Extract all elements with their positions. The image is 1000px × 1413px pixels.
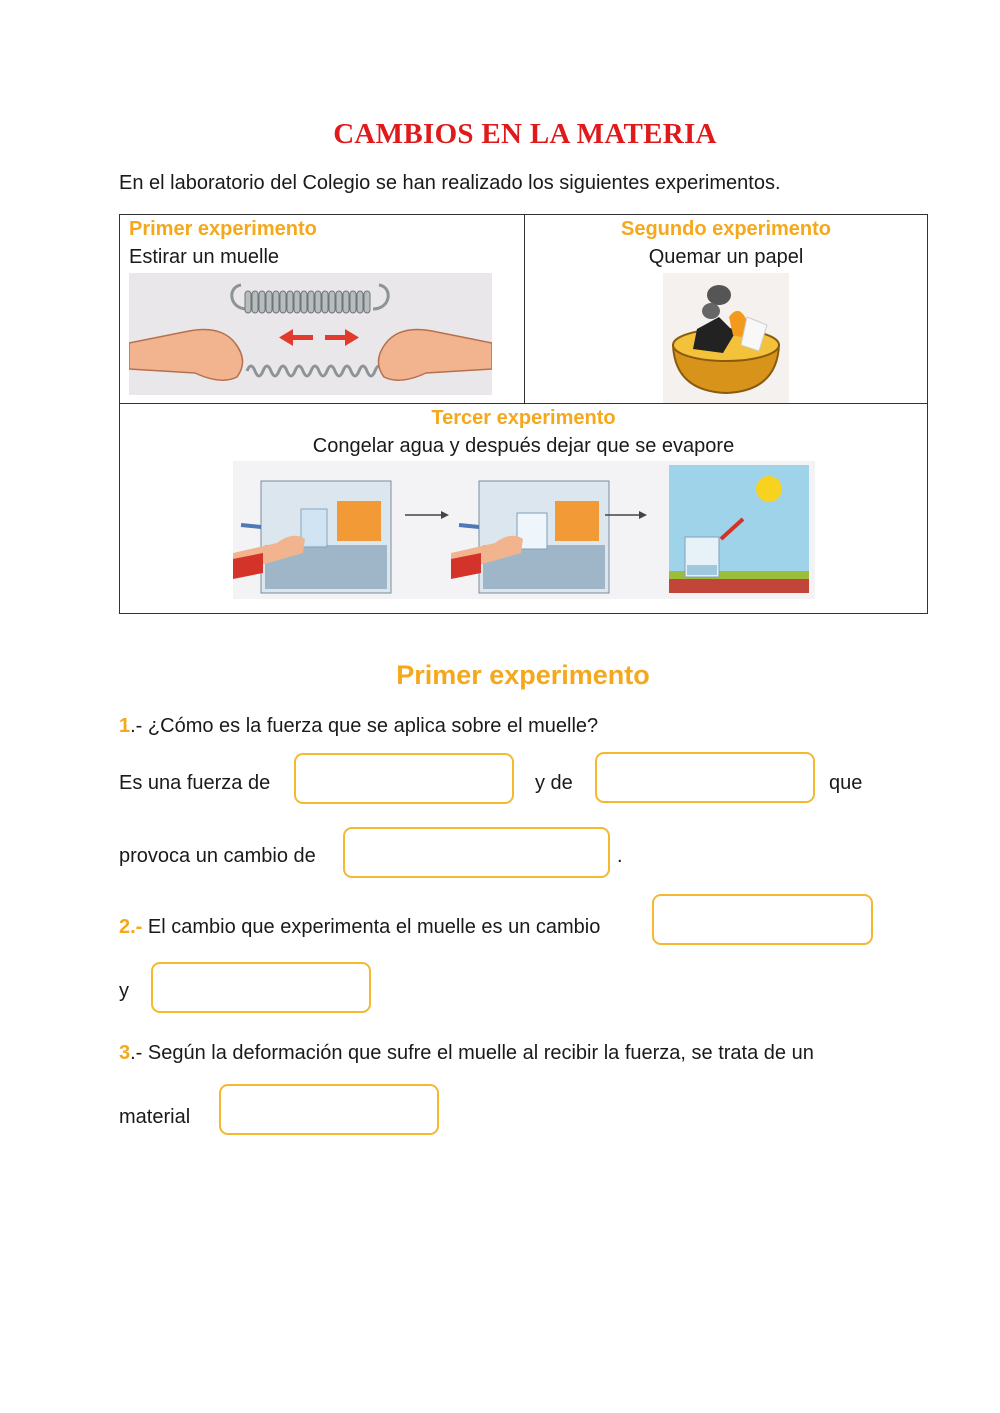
experiment-1-desc: Estirar un muelle	[129, 246, 280, 268]
intro-text: En el laboratorio del Colegio se han realizado los siguientes experimentos.	[119, 172, 781, 194]
q1-line1-suffix: que	[829, 772, 863, 794]
answer-input-2[interactable]	[595, 752, 815, 803]
answer-input-6[interactable]	[219, 1084, 439, 1135]
experiment-1-title: Primer experimento	[129, 218, 317, 240]
q3-continuation: material	[119, 1106, 191, 1128]
question-1	[119, 715, 598, 738]
question-2-separator: .-	[130, 916, 148, 938]
answer-input-5[interactable]	[151, 962, 371, 1013]
experiment-2-desc: Quemar un papel	[648, 246, 804, 268]
question-2	[119, 916, 600, 939]
experiment-cell-2	[525, 215, 928, 404]
answer-input-4[interactable]	[652, 894, 873, 945]
q1-line1-prefix: Es una fuerza de	[119, 772, 271, 794]
question-3-text: Según la deformación que sufre el muelle al recibir la fuerza, se trata de un	[147, 1042, 814, 1064]
answer-input-3[interactable]	[343, 827, 610, 878]
question-3-number: 3	[119, 1042, 131, 1064]
question-3-separator: .-	[130, 1042, 148, 1064]
experiment-cell-3	[120, 404, 928, 614]
section-title: Primer experimento	[396, 660, 650, 690]
answer-input-1[interactable]	[294, 753, 514, 804]
question-2-number: 2	[119, 916, 131, 938]
experiment-2-title: Segundo experimento	[620, 218, 832, 240]
experiment-3-desc: Congelar agua y después dejar que se evapore	[312, 435, 735, 457]
question-3	[119, 1042, 814, 1065]
q1-line2-prefix: provoca un cambio de	[119, 845, 316, 867]
question-1-text: ¿Cómo es la fuerza que se aplica sobre el muelle?	[147, 715, 599, 737]
q1-line1-middle: y de	[535, 772, 573, 794]
experiment-cell-1	[120, 215, 525, 404]
question-2-text: El cambio que experimenta el muelle es un cambio	[147, 916, 601, 938]
burning-paper-bowl-illustration	[663, 273, 789, 403]
q2-continuation: y	[119, 980, 129, 1002]
page-title: CAMBIOS EN LA MATERIA	[333, 118, 717, 150]
question-1-separator: .-	[130, 715, 148, 737]
experiment-3-title: Tercer experimento	[431, 407, 616, 429]
experiments-table	[119, 214, 928, 614]
freeze-evaporate-water-illustration	[233, 461, 815, 599]
spring-stretch-illustration	[129, 273, 492, 395]
q1-line2-period: .	[617, 845, 623, 867]
question-1-number: 1	[119, 715, 131, 737]
